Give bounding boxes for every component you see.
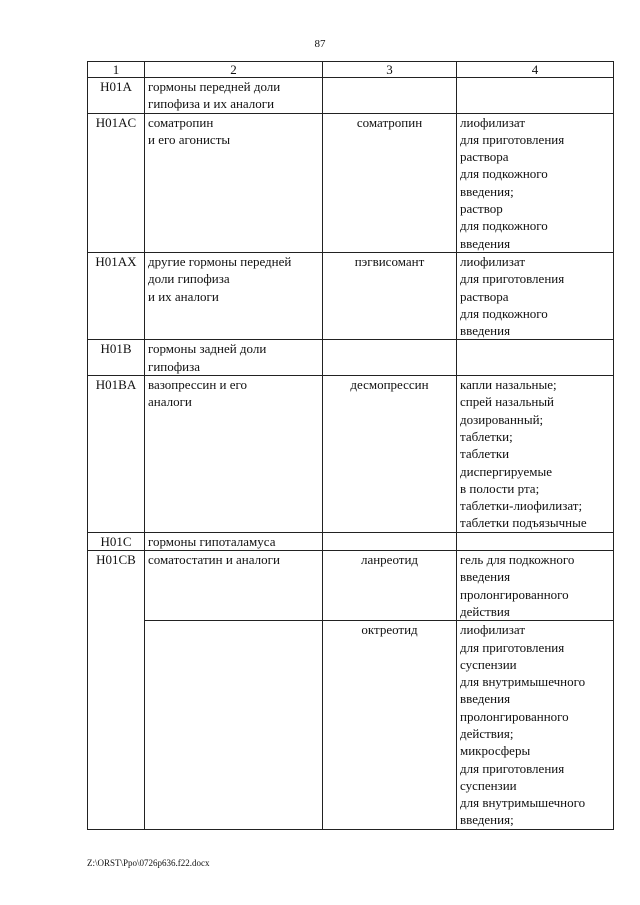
atc-code-cell: H01AX xyxy=(88,252,145,339)
dosage-form-line: раствора xyxy=(460,149,509,165)
atc-code-cell: H01B xyxy=(88,340,145,376)
dosage-form-line: суспензии xyxy=(460,777,517,793)
dosage-form-cell xyxy=(457,551,614,621)
group-name-cell xyxy=(145,376,323,533)
dosage-form-line: для приготовления xyxy=(460,131,565,147)
group-name-line: и их аналоги xyxy=(148,288,219,304)
dosage-form-line: микросферы xyxy=(460,743,531,759)
dosage-form-line: таблетки xyxy=(460,446,510,462)
dosage-form-line: таблетки подъязычные xyxy=(460,515,587,531)
table-row xyxy=(88,78,614,114)
drug-name-cell: ланреотид xyxy=(323,551,457,621)
dosage-form-line: лиофилизат xyxy=(460,114,526,130)
group-name-line: вазопрессин и его xyxy=(148,377,248,393)
group-name-line: соматостатин и аналоги xyxy=(148,552,280,568)
dosage-form-line: для приготовления xyxy=(460,271,565,287)
atc-code-cell: H01C xyxy=(88,532,145,550)
dosage-form-cell xyxy=(457,376,614,533)
dosage-form-line: введения xyxy=(460,691,511,707)
dosage-form-line: введения xyxy=(460,323,511,339)
dosage-form-line: для внутримышечного xyxy=(460,674,586,690)
dosage-form-line: для подкожного xyxy=(460,166,548,182)
group-name-line: гормоны передней доли xyxy=(148,79,281,94)
dosage-form-line: таблетки-лиофилизат; xyxy=(460,498,583,514)
table-row xyxy=(88,252,614,339)
dosage-form-line: для подкожного xyxy=(460,218,548,234)
table-row xyxy=(88,340,614,376)
group-name-line: другие гормоны передней xyxy=(148,253,292,269)
table-row xyxy=(88,376,614,533)
group-name-cell xyxy=(145,551,323,621)
dosage-form-line: в полости рта; xyxy=(460,480,540,496)
header-cell-4: 4 xyxy=(457,62,614,78)
group-name-cell xyxy=(145,621,323,830)
dosage-form-line: капли назальные; xyxy=(460,377,557,393)
group-name-cell xyxy=(145,78,323,114)
group-name-line: гормоны гипоталамуса xyxy=(148,533,276,549)
group-name-cell xyxy=(145,532,323,550)
header-cell-2: 2 xyxy=(145,62,323,78)
dosage-form-line: гель для подкожного xyxy=(460,552,575,568)
dosage-form-line: для подкожного xyxy=(460,305,548,321)
dosage-form-line: спрей назальный xyxy=(460,394,555,410)
dosage-form-line: действия; xyxy=(460,725,514,741)
dosage-form-cell xyxy=(457,252,614,339)
group-name-line: доли гипофиза xyxy=(148,271,230,287)
group-name-line: гипофиза и их аналоги xyxy=(148,96,275,112)
group-name-line: гипофиза xyxy=(148,358,201,374)
group-name-line: соматропин xyxy=(148,114,214,130)
dosage-form-line: для приготовления xyxy=(460,639,565,655)
dosage-form-line: введения xyxy=(460,569,511,585)
dosage-form-line: суспензии xyxy=(460,656,517,672)
atc-code-cell: H01A xyxy=(88,78,145,114)
dosage-form-line: для приготовления xyxy=(460,760,565,776)
atc-code-cell: H01BA xyxy=(88,376,145,533)
dosage-form-line: введения; xyxy=(460,812,514,828)
drug-name-cell: октреотид xyxy=(323,621,457,830)
drug-name-cell xyxy=(323,532,457,550)
dosage-form-line: лиофилизат xyxy=(460,622,526,638)
dosage-form-line: диспергируемые xyxy=(460,463,553,479)
group-name-line: и его агонисты xyxy=(148,131,231,147)
drug-name-cell: десмопрессин xyxy=(323,376,457,533)
dosage-form-cell xyxy=(457,78,614,114)
dosage-form-cell xyxy=(457,532,614,550)
group-name-cell xyxy=(145,340,323,376)
atc-code-cell: H01CB xyxy=(88,551,145,621)
atc-code-cell: H01AC xyxy=(88,113,145,252)
drug-name-cell: пэгвисомант xyxy=(323,252,457,339)
drug-classification-table xyxy=(87,61,614,830)
table-row xyxy=(88,532,614,550)
dosage-form-line: пролонгированного xyxy=(460,708,569,724)
header-cell-3: 3 xyxy=(323,62,457,78)
dosage-form-line: дозированный; xyxy=(460,411,544,427)
header-row xyxy=(88,62,614,78)
dosage-form-cell xyxy=(457,340,614,376)
drug-name-cell xyxy=(323,78,457,114)
group-name-line: гормоны задней доли xyxy=(148,341,267,357)
drug-name-cell: соматропин xyxy=(323,113,457,252)
atc-code-cell xyxy=(88,621,145,830)
group-name-cell xyxy=(145,252,323,339)
dosage-form-line: для внутримышечного xyxy=(460,795,586,811)
table-row xyxy=(88,621,614,830)
drug-name-cell xyxy=(323,340,457,376)
table-row xyxy=(88,551,614,621)
dosage-form-line: пролонгированного xyxy=(460,586,569,602)
footer-file-path: Z:\ORST\Ppo\0726p636.f22.docx xyxy=(87,858,210,868)
dosage-form-cell xyxy=(457,113,614,252)
table-row xyxy=(88,113,614,252)
group-name-line: аналоги xyxy=(148,394,192,410)
dosage-form-line: таблетки; xyxy=(460,428,513,444)
header-cell-1: 1 xyxy=(88,62,145,78)
dosage-form-line: раствор xyxy=(460,201,503,217)
group-name-cell xyxy=(145,113,323,252)
dosage-form-cell xyxy=(457,621,614,830)
dosage-form-line: введения; xyxy=(460,183,514,199)
dosage-form-line: лиофилизат xyxy=(460,253,526,269)
dosage-form-line: действия xyxy=(460,603,510,619)
dosage-form-line: введения xyxy=(460,235,511,251)
dosage-form-line: раствора xyxy=(460,288,509,304)
page-number: 87 xyxy=(314,38,326,50)
